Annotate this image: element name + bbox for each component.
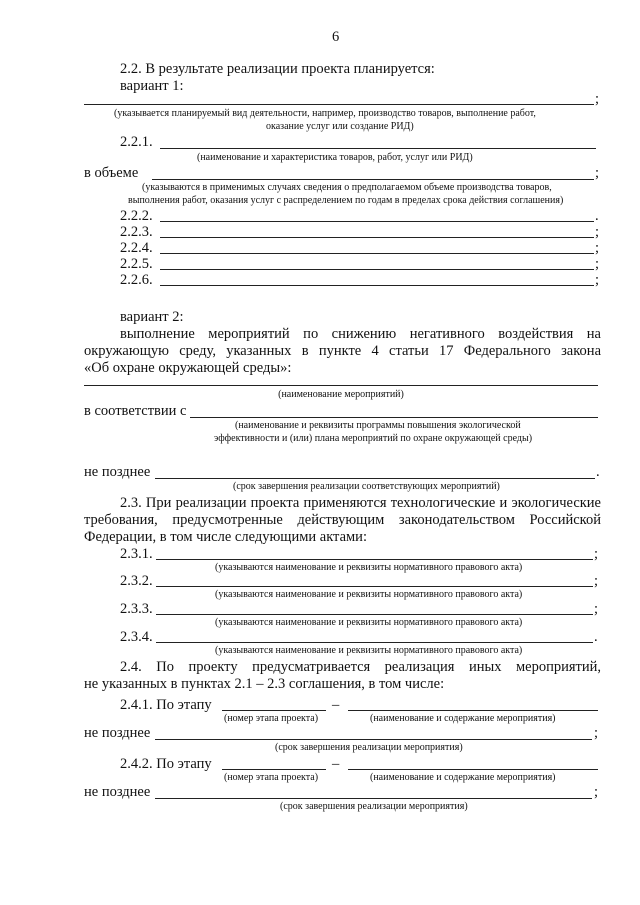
accordance-line[interactable] xyxy=(190,417,598,418)
stage-2-4-2-end: ; xyxy=(594,784,599,800)
item-2-3-4-end: . xyxy=(594,629,598,645)
volume-note-2: выполнения работ, оказания услуг с распределением по годам в пределах срока действия соглашения) xyxy=(128,195,564,206)
item-2-3-2-end: ; xyxy=(594,573,599,589)
item-2-3-4-note: (указываются наименование и реквизиты нормативного правового акта) xyxy=(215,645,523,656)
stage-2-4-2-not-later: не позднее xyxy=(84,784,151,800)
events-line[interactable] xyxy=(84,385,598,386)
item-2-3-1-line[interactable] xyxy=(156,559,593,560)
item-2-2-4-line[interactable] xyxy=(160,253,594,254)
stage-2-4-1-dash: – xyxy=(332,697,340,713)
activity-type-end: ; xyxy=(595,91,600,107)
volume-label: в объеме xyxy=(84,165,139,181)
item-2-2-6-line[interactable] xyxy=(160,285,594,286)
volume-note-1: (указываются в применимых случаях сведения о предполагаемом объеме производства товаров, xyxy=(142,182,552,193)
stage-2-4-1-end: ; xyxy=(594,725,599,741)
variant-2-text-line-1: выполнение мероприятий по снижению негативного воздействия на xyxy=(120,326,601,342)
item-2-2-1-label: 2.2.1. xyxy=(120,134,153,150)
item-2-2-3-label: 2.2.3. xyxy=(120,224,153,240)
stage-2-4-2-number-note: (номер этапа проекта) xyxy=(224,772,319,783)
item-2-2-4-label: 2.2.4. xyxy=(120,240,153,256)
stage-2-4-1-number-note: (номер этапа проекта) xyxy=(224,713,319,724)
stage-2-4-1-name-line[interactable] xyxy=(348,710,598,711)
item-2-2-5-line[interactable] xyxy=(160,269,594,270)
volume-end: ; xyxy=(595,165,600,181)
stage-2-4-1-not-later: не позднее xyxy=(84,725,151,741)
item-2-3-2-label: 2.3.2. xyxy=(120,573,153,589)
variant-1-label: вариант 1: xyxy=(120,78,184,94)
item-2-3-1-end: ; xyxy=(594,546,599,562)
deadline-note: (срок завершения реализации соответствующих мероприятий) xyxy=(233,481,500,492)
section-2-3-line-1: 2.3. При реализации проекта применяются технологические и экологические xyxy=(120,495,601,511)
section-2-3-line-3: Федерации, в том числе следующими актами: xyxy=(84,529,367,545)
item-2-3-2-line[interactable] xyxy=(156,586,593,587)
section-2-4-line-1: 2.4. По проекту предусматривается реализация иных мероприятий, xyxy=(120,659,601,675)
item-2-3-1-label: 2.3.1. xyxy=(120,546,153,562)
section-2-4-line-2: не указанных в пунктах 2.1 – 2.3 соглашения, в том числе: xyxy=(84,676,445,692)
volume-line[interactable] xyxy=(152,179,594,180)
item-2-2-6-end: ; xyxy=(595,272,600,288)
accordance-label: в соответствии с xyxy=(84,403,187,419)
stage-2-4-1-name-note: (наименование и содержание мероприятия) xyxy=(370,713,556,724)
activity-type-note-1: (указывается планируемый вид деятельности, например, производство товаров, выполнение работ, xyxy=(114,108,536,119)
item-2-2-2-line[interactable] xyxy=(160,221,594,222)
stage-2-4-1-number-line[interactable] xyxy=(222,710,326,711)
stage-2-4-1-deadline-note: (срок завершения реализации мероприятия) xyxy=(275,742,463,753)
stage-2-4-2-deadline-line[interactable] xyxy=(155,798,592,799)
section-2-3-line-2: требования, предусмотренные действующим законодательством Российской xyxy=(84,512,601,528)
item-2-3-3-note: (указываются наименование и реквизиты нормативного правового акта) xyxy=(215,617,523,628)
program-note-1: (наименование и реквизиты программы повышения экологической xyxy=(235,420,521,431)
activity-type-line[interactable] xyxy=(84,104,594,105)
item-2-3-4-line[interactable] xyxy=(156,642,593,643)
section-2-2-title: 2.2. В результате реализации проекта планируется: xyxy=(120,61,435,77)
item-2-2-2-label: 2.2.2. xyxy=(120,208,153,224)
stage-2-4-2-name-note: (наименование и содержание мероприятия) xyxy=(370,772,556,783)
variant-2-text-line-3: «Об охране окружающей среды»: xyxy=(84,360,292,376)
item-2-2-1-note: (наименование и характеристика товаров, работ, услуг или РИД) xyxy=(197,152,473,163)
program-note-2: эффективности и (или) плана мероприятий по охране окружающей среды) xyxy=(214,433,533,444)
stage-2-4-2-name-line[interactable] xyxy=(348,769,598,770)
item-2-2-4-end: ; xyxy=(595,240,600,256)
variant-2-text-line-2: окружающую среду, указанных в пункте 4 статьи 17 Федерального закона xyxy=(84,343,601,359)
item-2-2-1-line[interactable] xyxy=(160,148,596,149)
stage-2-4-1-label: 2.4.1. По этапу xyxy=(120,697,212,713)
item-2-3-3-label: 2.3.3. xyxy=(120,601,153,617)
stage-2-4-2-dash: – xyxy=(332,756,340,772)
item-2-2-5-end: ; xyxy=(595,256,600,272)
item-2-3-4-label: 2.3.4. xyxy=(120,629,153,645)
item-2-3-2-note: (указываются наименование и реквизиты нормативного правового акта) xyxy=(215,589,523,600)
not-later-line[interactable] xyxy=(155,478,595,479)
events-note: (наименование мероприятий) xyxy=(278,389,404,400)
stage-2-4-2-number-line[interactable] xyxy=(222,769,326,770)
stage-2-4-2-deadline-note: (срок завершения реализации мероприятия) xyxy=(280,801,468,812)
item-2-2-3-end: ; xyxy=(595,224,600,240)
item-2-2-6-label: 2.2.6. xyxy=(120,272,153,288)
not-later-label: не позднее xyxy=(84,464,151,480)
item-2-3-3-end: ; xyxy=(594,601,599,617)
variant-2-label: вариант 2: xyxy=(120,309,184,325)
stage-2-4-1-deadline-line[interactable] xyxy=(155,739,592,740)
stage-2-4-2-label: 2.4.2. По этапу xyxy=(120,756,212,772)
item-2-3-1-note: (указываются наименование и реквизиты нормативного правового акта) xyxy=(215,562,523,573)
item-2-2-2-end: . xyxy=(595,208,599,224)
not-later-end: . xyxy=(596,464,600,480)
item-2-3-3-line[interactable] xyxy=(156,614,593,615)
page-number: 6 xyxy=(332,29,340,45)
activity-type-note-2: оказание услуг или создание РИД) xyxy=(266,121,414,132)
item-2-2-3-line[interactable] xyxy=(160,237,594,238)
item-2-2-5-label: 2.2.5. xyxy=(120,256,153,272)
